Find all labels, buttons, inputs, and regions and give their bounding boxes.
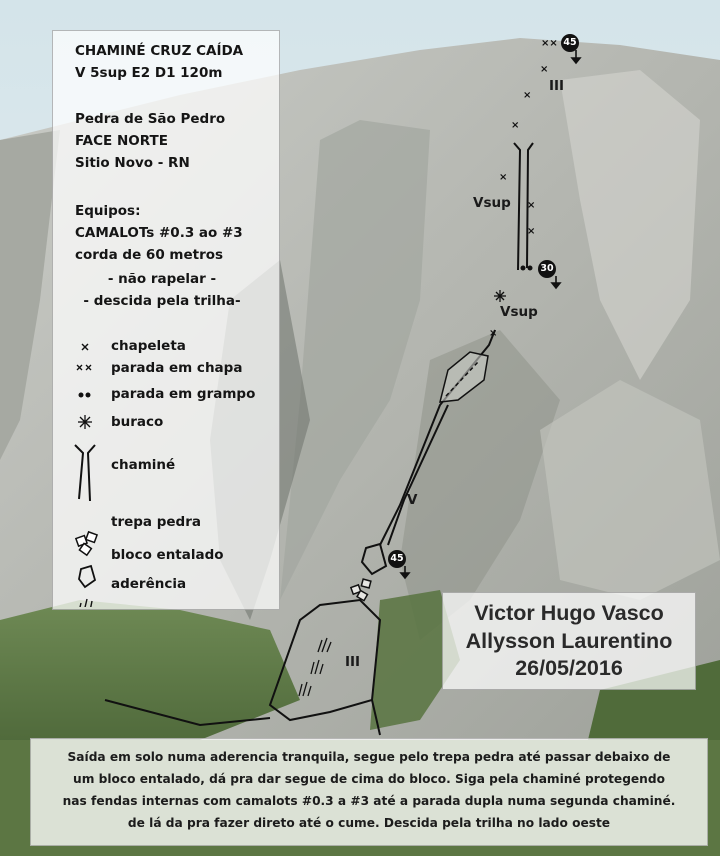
gear-rope: corda de 60 metros bbox=[75, 247, 224, 263]
note-rappel: - não rapelar - bbox=[107, 271, 217, 287]
legend-label-chimney: chaminé bbox=[111, 457, 176, 473]
route-grade: V 5sup E2 D1 120m bbox=[75, 65, 223, 81]
svg-text:×: × bbox=[527, 226, 536, 237]
svg-text:×: × bbox=[523, 90, 532, 101]
svg-text:×: × bbox=[489, 328, 498, 339]
buraco-icon bbox=[78, 415, 92, 429]
rappel-badge-mid: 30 bbox=[538, 260, 556, 278]
rappel-badge-low: 45 bbox=[388, 550, 406, 568]
pitch-label-top: III bbox=[549, 78, 565, 94]
svg-text:×: × bbox=[540, 64, 549, 75]
chapeleta-icon bbox=[82, 344, 88, 350]
pitch-label-bottom: III bbox=[345, 654, 361, 670]
description-line-4: de lá da pra fazer direto até o cume. Descida pela trilha no lado oeste bbox=[127, 816, 611, 830]
description-line-3: nas fendas internas com camalots #0.3 a #3 até a parada dupla numa segunda chaminé. bbox=[62, 794, 676, 808]
gear-heading: Equipos: bbox=[75, 203, 141, 219]
route-face: FACE NORTE bbox=[75, 133, 168, 149]
legend-label-chapeleta: chapeleta bbox=[111, 338, 186, 354]
svg-text:×: × bbox=[511, 120, 520, 131]
legend-label-trepa-pedra: trepa pedra bbox=[111, 514, 201, 530]
description-line-2: um bloco entalado, dá pra dar segue de cima do bloco. Siga pela chaminé protegendo bbox=[73, 772, 665, 786]
legend-label-buraco: buraco bbox=[111, 414, 164, 430]
route-date: 26/05/2016 bbox=[515, 656, 623, 680]
author-2: Allysson Laurentino bbox=[465, 629, 673, 653]
legend-symbols bbox=[73, 337, 103, 607]
description-line-1: Saída em solo numa aderencia tranquila, segue pelo trepa pedra até passar debaixo de bbox=[67, 750, 671, 764]
parada-grampo-icon bbox=[79, 393, 91, 398]
note-descent: - descida pela trilha- bbox=[83, 293, 241, 309]
legend-label-parada-chapa: parada em chapa bbox=[111, 360, 243, 376]
route-location: Sitio Novo - RN bbox=[75, 155, 190, 171]
parada-chapa-icon bbox=[77, 365, 91, 370]
route-place: Pedra de São Pedro bbox=[75, 111, 226, 127]
grade-label-vsup-lower: Vsup bbox=[500, 304, 538, 320]
grade-label-vsup-upper: Vsup bbox=[473, 195, 511, 211]
legend-label-parada-grampo: parada em grampo bbox=[111, 386, 256, 402]
author-1: Victor Hugo Vasco bbox=[474, 601, 664, 625]
bloco-entalado-icon bbox=[79, 566, 95, 587]
chimney-icon bbox=[75, 445, 95, 501]
credits-panel bbox=[442, 592, 696, 690]
legend-label-aderencia: aderência bbox=[111, 576, 187, 592]
trepa-pedra-icon bbox=[76, 532, 97, 555]
svg-text:××: ×× bbox=[541, 38, 558, 49]
route-title: CHAMINÉ CRUZ CAÍDA bbox=[75, 43, 244, 59]
svg-text:×: × bbox=[499, 172, 508, 183]
route-info-panel bbox=[52, 30, 280, 610]
aderencia-icon bbox=[78, 599, 92, 607]
svg-text:×: × bbox=[527, 200, 536, 211]
gear-cams: CAMALOTs #0.3 ao #3 bbox=[75, 225, 243, 241]
route-description-panel bbox=[30, 738, 708, 846]
rappel-badge-top: 45 bbox=[561, 34, 579, 52]
grade-label-v: V bbox=[407, 492, 418, 508]
legend-label-bloco-entalado: bloco entalado bbox=[111, 547, 224, 563]
